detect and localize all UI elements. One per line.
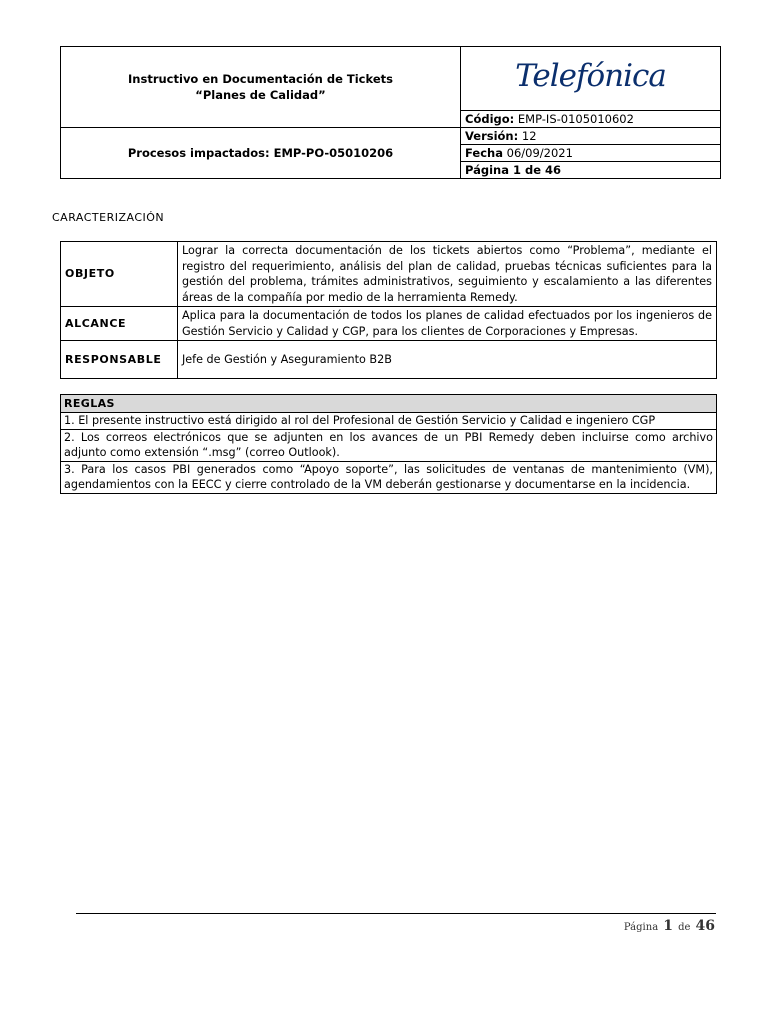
logo-cell xyxy=(461,47,721,111)
alcance-value: Aplica para la documentación de todos los planes de calidad efectuados por los ingenieros de Gestión Servicio y Calidad y CGP, para los clientes de Corporaciones y Empresas. xyxy=(178,307,717,341)
responsable-value: Jefe de Gestión y Aseguramiento B2B xyxy=(178,341,717,379)
footer-page-word: Página xyxy=(623,922,659,933)
version-cell xyxy=(461,128,721,145)
footer-de-word: de xyxy=(678,922,691,933)
codigo-cell xyxy=(461,111,721,128)
fecha-value: 06/09/2021 xyxy=(506,146,573,160)
page-footer xyxy=(624,915,715,934)
table-row-objeto xyxy=(61,242,717,307)
objeto-label: OBJETO xyxy=(61,242,178,307)
telefonica-logo: Telefónica xyxy=(515,57,666,94)
reglas-table xyxy=(60,394,717,494)
version-label: Versión: xyxy=(465,129,519,143)
title-line-1: Instructivo en Documentación de Tickets xyxy=(128,72,393,86)
caracterizacion-table xyxy=(60,241,717,379)
regla-item-3: 3. Para los casos PBI generados como “Apoyo soporte”, las solicitudes de ventanas de mantenimiento (VM), agendamientos con la EECC y cierre controlado de la VM deberán gestionarse y documentarse en la incidencia. xyxy=(61,461,717,493)
reglas-header: REGLAS xyxy=(61,395,717,413)
table-row-responsable xyxy=(61,341,717,379)
document-header xyxy=(60,46,721,179)
procesos-impactados: Procesos impactados: EMP-PO-05010206 xyxy=(61,128,461,179)
section-title-caracterizacion: CARACTERIZACIÓN xyxy=(52,211,165,224)
codigo-label: Código: xyxy=(465,112,515,126)
responsable-label: RESPONSABLE xyxy=(61,341,178,379)
codigo-value: EMP-IS-0105010602 xyxy=(517,112,634,126)
footer-divider xyxy=(76,913,716,914)
title-line-2: “Planes de Calidad” xyxy=(195,88,326,102)
regla-item-2: 2. Los correos electrónicos que se adjunten en los avances de un PBI Remedy deben incluirse como archivo adjunto como extensión “.msg” (correo Outlook). xyxy=(61,429,717,461)
document-title xyxy=(61,47,461,128)
alcance-label: ALCANCE xyxy=(61,307,178,341)
footer-page-number: 1 xyxy=(663,918,673,934)
fecha-label: Fecha xyxy=(465,146,503,160)
version-value: 12 xyxy=(521,129,537,143)
footer-total-pages: 46 xyxy=(695,918,715,934)
table-row-alcance xyxy=(61,307,717,341)
pagina-cell: Página 1 de 46 xyxy=(461,162,721,179)
objeto-value: Lograr la correcta documentación de los tickets abiertos como “Problema”, mediante el registro del requerimiento, análisis del plan de calidad, pruebas técnicas suficientes para la gestión del problema, trámites administrativos, seguimiento y escalamiento a las diferentes áreas de la compañía por medio de la herramienta Remedy. xyxy=(178,242,717,307)
regla-item-1: 1. El presente instructivo está dirigido al rol del Profesional de Gestión Servicio y Calidad e ingeniero CGP xyxy=(61,413,717,430)
fecha-cell xyxy=(461,145,721,162)
